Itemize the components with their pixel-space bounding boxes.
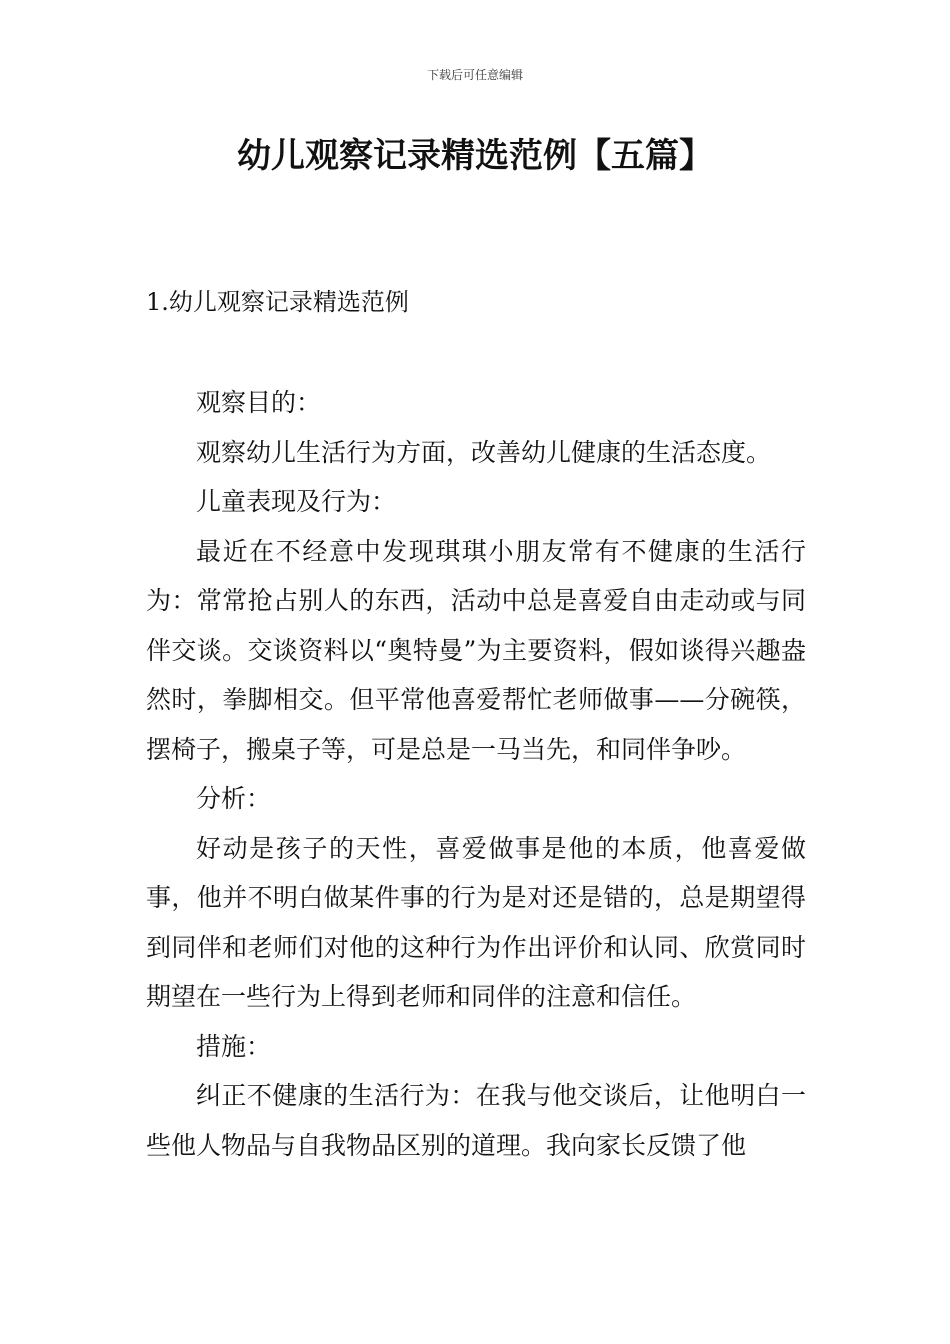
- paragraph-measures-label: 措施：: [196, 1031, 272, 1061]
- paragraph-behavior-label: 儿童表现及行为：: [196, 487, 397, 516]
- body-text: [146, 378, 806, 1170]
- section-heading: 1.幼儿观察记录精选范例: [146, 288, 409, 316]
- paragraph-purpose-label: 观察目的：: [196, 388, 322, 417]
- header-note: 下载后可任意编辑: [426, 68, 523, 82]
- document-title: 幼儿观察记录精选范例【五篇】: [237, 136, 713, 176]
- paragraph-purpose: 观察幼儿生活行为方面，改善幼儿健康的生活态度。: [196, 437, 772, 467]
- paragraph-measures: 纠正不健康的生活行为：在我与他交谈后，让他明白一些他人物品与自我物品区别的道理。我向家长反馈了他: [146, 1081, 806, 1160]
- paragraph-behavior: 最近在不经意中发现琪琪小朋友常有不健康的生活行为：常常抢占别人的东西，活动中总是喜爱自由走动或与同伴交谈。交谈资料以“奥特曼”为主要资料，假如谈得兴趣盎然时，拳脚相交。但平常他喜爱帮忙老师做事——分碗筷，摆椅子，搬桌子等，可是总是一马当先，和同伴争吵。: [146, 536, 806, 764]
- paragraph-analysis: 好动是孩子的天性，喜爱做事是他的本质，他喜爱做事，他并不明白做某件事的行为是对还是错的，总是期望得到同伴和老师们对他的这种行为作出评价和认同、欣赏同时期望在一些行为上得到老师和同伴的注意和信任。: [146, 833, 806, 1011]
- paragraph-analysis-label: 分析：: [196, 784, 272, 813]
